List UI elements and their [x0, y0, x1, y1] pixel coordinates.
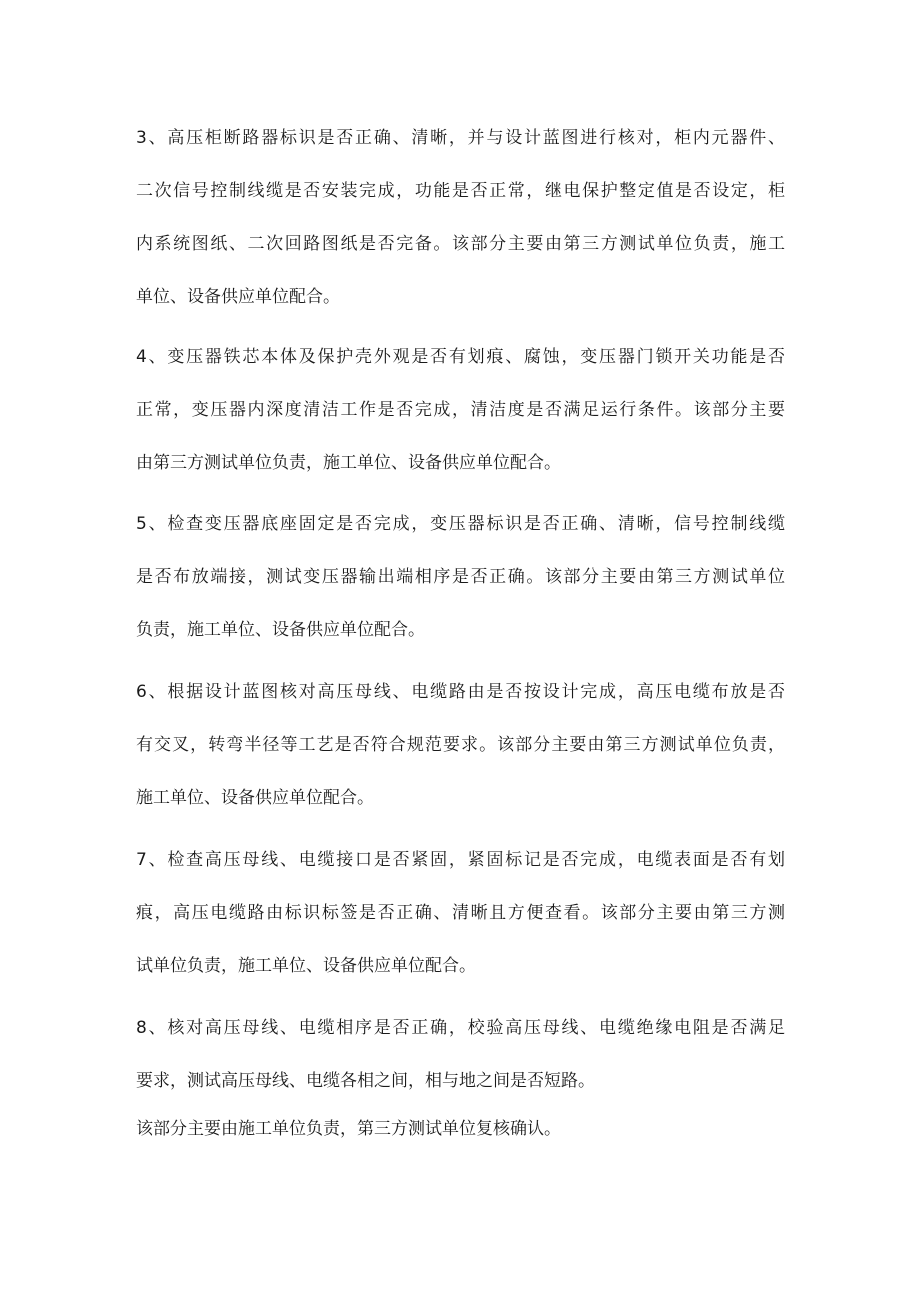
document-page: 3、高压柜断路器标识是否正确、清晰，并与设计蓝图进行核对，柜内元器件、 二次信号控制线缆是否安装完成，功能是否正常，继电保护整定值是否设定，柜 内系统图纸、二次回路图纸是否完备。该部分主要由第三方测试单位负责，施工 单位、设备供应单位配合。 4、变压器铁芯本体及保护壳外观是否有划痕、腐蚀，变压器门锁开关功能是否 正常，变压器内深度清洁工作是否完成，清洁度是否满足运行条件。该部分主要 由第三方测试单位负责，施工单位、设备供应单位配合。 5、检查变压器底座固定是否完成，变压器标识是否正确、清晰，信号控制线缆 是否布放端接，测试变压器输出端相序是否正确。该部分主要由第三方测试单位 负责，施工单位、设备供应单位配合。 6、根据设计蓝图核对高压母线、电缆路由是否按设计完成，高压电缆布放是否 有交叉，转弯半径等工艺是否符合规范要求。该部分主要由第三方测试单位负责， 施工单位、设备供应单位配合。 7、检查高压母线、电缆接口是否紧固，紧固标记是否完成，电缆表面是否有划 痕，高压电缆路由标识标签是否正确、清晰且方便查看。该部分主要由第三方测 试单位负责，施工单位、设备供应单位配合。 8、核对高压母线、电缆相序是否正确，校验高压母线、电缆绝缘电阻是否满足 要求，测试高压母线、电缆各相之间，相与地之间是否短路。 该部分主要由施工单位负责，第三方测试单位复核确认。: [0, 0, 920, 1301]
